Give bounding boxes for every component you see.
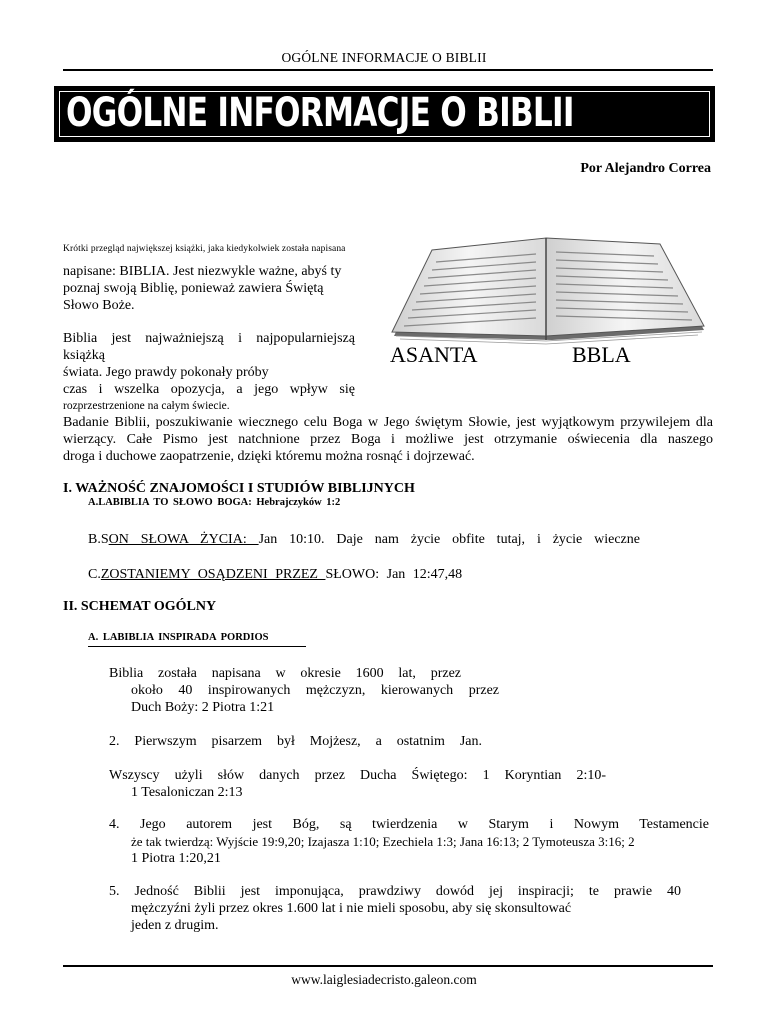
item-c-prefix: C. bbox=[88, 567, 101, 582]
item-line: 4. Jego autorem jest Bóg, są twierdzenia w Starym i Nowym Testamencie bbox=[109, 817, 709, 832]
open-book-icon bbox=[386, 228, 716, 368]
footer-url: www.laiglesiadecristo.galeon.com bbox=[291, 972, 477, 987]
book-caption-left: ASANTA bbox=[390, 342, 478, 367]
section-1-item-a: A.LABIBLIA TO SŁOWO BOGA: Hebrajczyków 1:2 bbox=[88, 497, 341, 508]
book-caption-right: BBLA bbox=[572, 342, 631, 367]
running-header: OGÓLNE INFORMACJE O BIBLII bbox=[281, 50, 487, 65]
para-study bbox=[63, 414, 713, 465]
section-2-item-2: 2. Pierwszym pisarzem był Mojżesz, a ostatnim Jan. bbox=[109, 734, 482, 749]
item-c-underlined: ZOSTANIEMY OSĄDZENI PRZEZ bbox=[100, 567, 326, 582]
page-title: OGÓLNE INFORMACJE O BIBLII bbox=[66, 90, 574, 136]
para-line: czas i wszelka opozycja, a jego wpływ się bbox=[63, 382, 355, 397]
item-line: 5. Jedność Biblii jest imponująca, prawdziwy dowód jej inspiracji; te prawie 40 bbox=[109, 884, 681, 899]
item-line: mężczyźni żyli przez okres 1.600 lat i nie mieli sposobu, aby się skonsultować bbox=[131, 901, 572, 916]
title-banner bbox=[54, 86, 715, 142]
intro-line: poznaj swoją Biblię, ponieważ zawiera Świętą bbox=[63, 281, 324, 296]
para-importance bbox=[63, 330, 355, 415]
section-2-item-4 bbox=[109, 816, 709, 867]
section-2-item-3 bbox=[109, 767, 606, 801]
para-line: świata. Jego prawdy pokonały próby bbox=[63, 365, 269, 380]
para-line: Biblia jest najważniejszą i najpopularniejszą książką bbox=[63, 331, 355, 363]
item-line: że tak twierdzą: Wyjście 19:9,20; Izajasza 1:10; Ezechiela 1:3; Jana 16:13; 2 Tymoteusza 3:16; 2 bbox=[131, 834, 635, 849]
footer-rule bbox=[63, 965, 713, 967]
item-b-rest: Jan 10:10. Daje nam życie obfite tutaj, i życie wieczne bbox=[258, 532, 640, 547]
intro-line: Słowo Boże. bbox=[63, 298, 135, 313]
section-1-item-b bbox=[88, 531, 640, 548]
para-line-small: rozprzestrzenione na całym świecie. bbox=[63, 400, 230, 412]
intro-line: napisane: BIBLIA. Jest niezwykle ważne, abyś ty bbox=[63, 264, 342, 279]
para-line: droga i duchowe zaopatrzenie, dzięki któremu można rosnąć i dojrzewać. bbox=[63, 449, 475, 464]
intro-small-text: Krótki przegląd największej książki, jaka kiedykolwiek została napisana bbox=[63, 244, 346, 254]
section-1-heading: I. WAŻNOŚĆ ZNAJOMOŚCI I STUDIÓW BIBLIJNYCH bbox=[63, 481, 415, 496]
para-line: Badanie Biblii, poszukiwanie wiecznego celu Boga w Jego świętym Słowie, jest wyjątkowym przywilejem dla bbox=[63, 415, 713, 430]
item-line: Wszyscy użyli słów danych przez Ducha Świętego: 1 Koryntian 2:10- bbox=[109, 768, 606, 783]
intro-paragraph bbox=[63, 263, 383, 314]
section-2-item-1 bbox=[109, 665, 499, 716]
item-line: Biblia została napisana w okresie 1600 lat, przez bbox=[109, 666, 461, 681]
item-line: 1 Tesaloniczan 2:13 bbox=[131, 785, 243, 800]
item-line: jeden z drugim. bbox=[131, 918, 219, 933]
item-line: około 40 inspirowanych mężczyzn, kierowanych przez bbox=[131, 683, 499, 698]
para-line: wierzący. Całe Pismo jest natchnione przez Boga i możliwe jest otrzymanie oświecenia dla naszego bbox=[63, 432, 713, 447]
author-line: Por Alejandro Correa bbox=[580, 161, 711, 176]
item-b-underlined: ON SŁOWA ŻYCIA: bbox=[108, 532, 259, 547]
item-line: Duch Boży: 2 Piotra 1:21 bbox=[131, 700, 275, 715]
item-line: 1 Piotra 1:20,21 bbox=[131, 851, 221, 866]
section-2-item-5 bbox=[109, 883, 681, 934]
section-2-item-a: A. LABIBLIA INSPIRADA PORDIOS bbox=[88, 632, 306, 647]
open-bible-image bbox=[386, 228, 716, 368]
section-2-heading: II. SCHEMAT OGÓLNY bbox=[63, 599, 217, 614]
item-c-rest: SŁOWO: Jan 12:47,48 bbox=[325, 567, 463, 582]
item-b-prefix: B.S bbox=[88, 532, 109, 547]
section-1-item-c bbox=[88, 566, 462, 583]
header-rule bbox=[63, 69, 713, 71]
